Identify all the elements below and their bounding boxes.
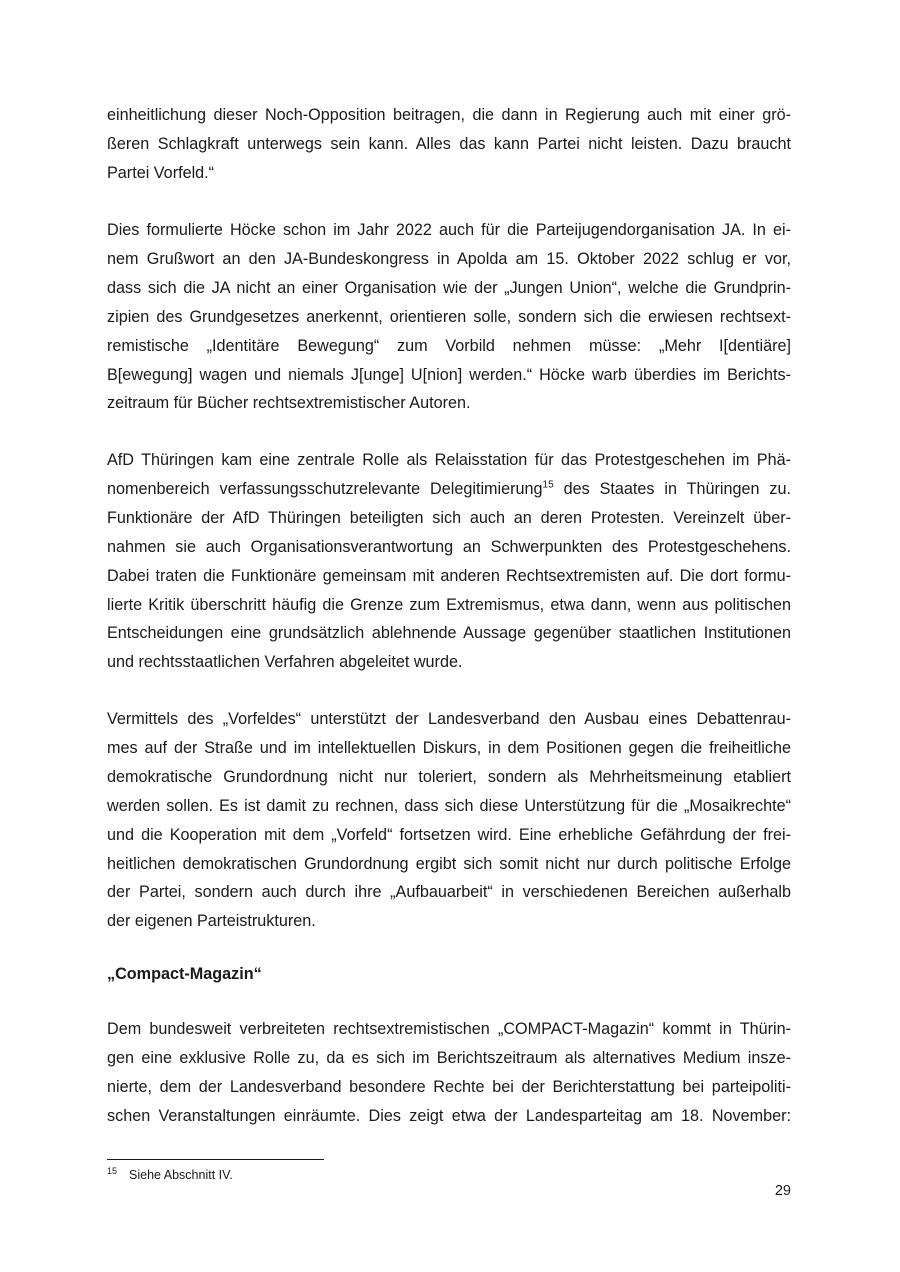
footnote	[107, 1166, 233, 1184]
page-number: 29	[774, 1183, 791, 1199]
text-line: ßeren Schlagkraft unterwegs sein kann. Alles das kann Partei nicht leisten. Dazu braucht	[107, 134, 791, 153]
footnote-text: Siehe Abschnitt IV.	[129, 1168, 233, 1182]
text-line: Dabei traten die Funktionäre gemeinsam mit anderen Rechtsextremisten auf. Die dort formu-	[107, 566, 791, 585]
text-line: schen Veranstaltungen einräumte. Dies zeigt etwa der Landesparteitag am 18. November:	[107, 1106, 791, 1125]
text-line: nierte, dem der Landesverband besondere Rechte bei der Berichterstattung bei parteipoliti-	[107, 1077, 791, 1096]
text-line: Entscheidungen eine grundsätzlich ablehnende Aussage gegenüber staatlichen Institutionen	[107, 624, 791, 643]
text-line: lierte Kritik überschritt häufig die Grenze zum Extremismus, etwa dann, wenn aus politischen	[107, 595, 791, 614]
text-line: zipien des Grundgesetzes anerkennt, orientieren solle, sondern sich die erwiesen rechtsext-	[107, 307, 791, 326]
section-heading: „Compact-Magazin“	[107, 965, 262, 983]
text-line: werden sollen. Es ist damit zu rechnen, dass sich diese Unterstützung für die „Mosaikrechte“	[107, 796, 791, 815]
text-line-with-footnote-ref	[107, 475, 791, 504]
text-line: Dem bundesweit verbreiteten rechtsextremistischen „COMPACT-Magazin“ kommt in Thürin-	[107, 1020, 791, 1038]
text-line: zeitraum für Bücher rechtsextremistischer Autoren.	[107, 394, 471, 413]
text-line: AfD Thüringen kam eine zentrale Rolle als Relaisstation für das Protestgeschehen im Phä-	[107, 451, 791, 469]
text-line: nem Grußwort an den JA-Bundeskongress in Apolda am 15. Oktober 2022 schlug er vor,	[107, 249, 791, 268]
text-line: gen eine exklusive Rolle zu, da es sich im Berichtszeitraum als alternatives Medium insze-	[107, 1048, 791, 1067]
footnote-divider	[107, 1159, 324, 1160]
text-line: Funktionäre der AfD Thüringen beteiligten sich auch an deren Protesten. Vereinzelt über-	[107, 508, 791, 527]
text-line: der eigenen Parteistrukturen.	[107, 912, 316, 931]
text-segment: des Staates in Thüringen zu.	[553, 479, 791, 498]
text-line: Dies formulierte Höcke schon im Jahr 2022 auch für die Parteijugendorganisation JA. In ei-	[107, 221, 791, 239]
text-line: remistische „Identitäre Bewegung“ zum Vorbild nehmen müsse: „Mehr I[dentiäre]	[107, 336, 791, 355]
paragraph-1	[107, 101, 791, 188]
paragraph-4	[107, 705, 791, 936]
text-line: nahmen sie auch Organisationsverantwortung an Schwerpunkten des Protestgeschehens.	[107, 537, 791, 556]
footnote-reference[interactable]: 15	[542, 479, 554, 491]
text-line: B[ewegung] wagen und niemals J[unge] U[nion] werden.“ Höcke warb überdies im Berichts-	[107, 365, 791, 384]
text-line: einheitlichung dieser Noch-Opposition beitragen, die dann in Regierung auch mit einer grö-	[107, 106, 791, 124]
text-line: heitlichen demokratischen Grundordnung ergibt sich somit nicht nur durch politische Erfolge	[107, 854, 791, 873]
footnote-number: 15	[107, 1165, 118, 1176]
text-line: demokratische Grundordnung nicht nur toleriert, sondern als Mehrheitsmeinung etabliert	[107, 767, 791, 786]
text-line: Vermittels des „Vorfeldes“ unterstützt der Landesverband den Ausbau eines Debattenrau-	[107, 710, 791, 728]
text-line: und rechtsstaatlichen Verfahren abgeleitet wurde.	[107, 653, 463, 672]
text-line: mes auf der Straße und im intellektuellen Diskurs, in dem Positionen gegen die freiheitliche	[107, 738, 791, 757]
paragraph-2	[107, 216, 791, 418]
text-segment: nomenbereich verfassungsschutzrelevante Delegitimierung	[107, 479, 543, 498]
text-line: und die Kooperation mit dem „Vorfeld“ fortsetzen wird. Eine erhebliche Gefährdung der frei-	[107, 825, 791, 844]
text-line: der Partei, sondern auch durch ihre „Aufbauarbeit“ in verschiedenen Bereichen außerhalb	[107, 883, 791, 902]
text-line: Partei Vorfeld.“	[107, 163, 215, 182]
paragraph-3	[107, 446, 791, 677]
text-line: dass sich die JA nicht an einer Organisation wie der „Jungen Union“, welche die Grundprin-	[107, 278, 791, 297]
paragraph-5	[107, 1015, 791, 1131]
